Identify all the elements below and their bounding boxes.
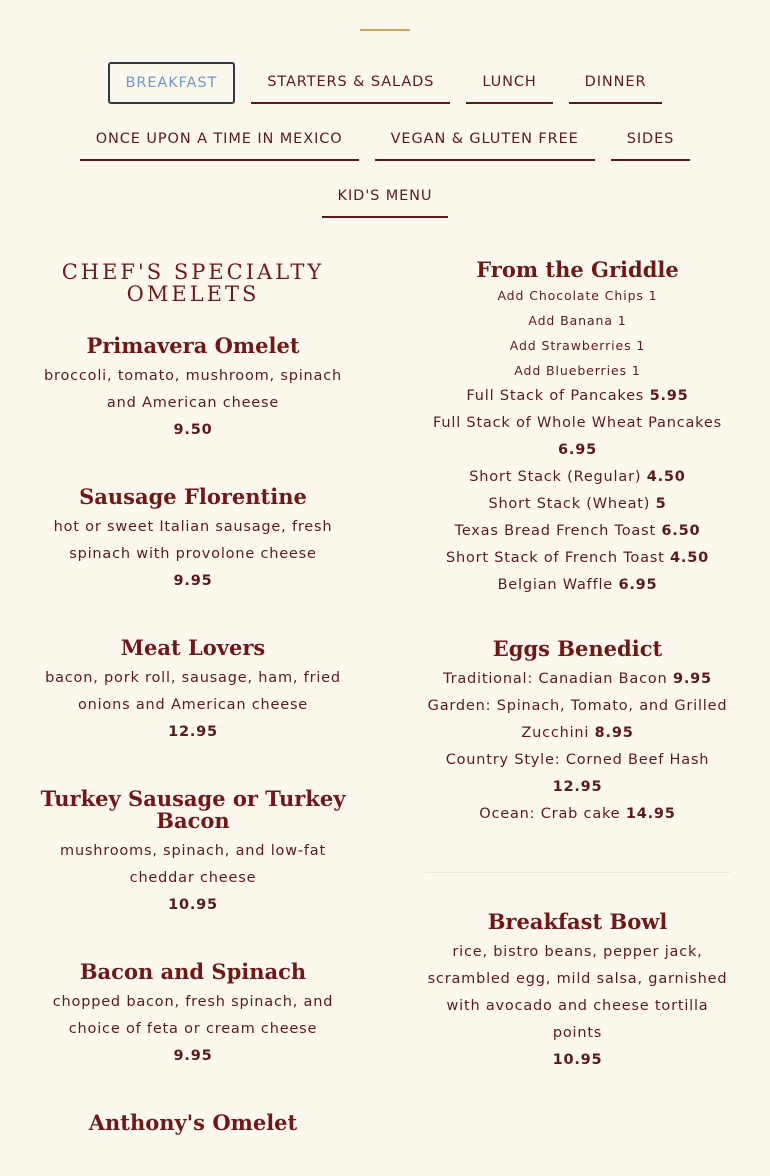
item-name: Short Stack (Wheat) — [488, 496, 651, 512]
addon-item: Add Chocolate Chips 1 — [497, 288, 658, 303]
tab-row-2 — [0, 119, 770, 176]
tab-sides[interactable]: SIDES — [611, 119, 691, 161]
item-price: 4.50 — [646, 469, 686, 485]
griddle-item — [425, 491, 730, 518]
item-price: 8.95 — [594, 725, 634, 741]
eggs-item — [425, 693, 730, 747]
item-price: 9.95 — [173, 573, 213, 589]
item-title: Bacon and Spinach — [79, 959, 307, 984]
item-name: Ocean: Crab cake — [479, 806, 621, 822]
eggs-item — [425, 801, 730, 828]
item-price: 10.95 — [168, 897, 218, 913]
tab-lunch[interactable]: LUNCH — [466, 62, 552, 104]
tab-row-1 — [0, 62, 770, 119]
item-name: Belgian Waffle — [497, 577, 614, 593]
item-description: bacon, pork roll, sausage, ham, fried onions and American cheese — [45, 670, 341, 713]
item-price: 5 — [655, 496, 667, 512]
tab-row-3 — [0, 176, 770, 233]
griddle-item — [425, 545, 730, 572]
item-name: Full Stack of Whole Wheat Pancakes — [433, 415, 722, 431]
menu-category-tabs — [0, 62, 770, 233]
item-title: Sausage Florentine — [79, 484, 307, 509]
item-price: 9.95 — [173, 1048, 213, 1064]
omelets-column — [38, 255, 348, 1176]
item-name: Traditional: Canadian Bacon — [443, 671, 668, 687]
section-title-griddle: From the Griddle — [476, 257, 679, 282]
item-price: 10.95 — [552, 1052, 603, 1068]
griddle-addons — [425, 283, 730, 383]
header-accent-line — [360, 29, 410, 31]
item-title: Anthony's Omelet — [88, 1110, 298, 1135]
item-title: Turkey Sausage or Turkey Bacon — [40, 786, 346, 833]
tab-vegan-gluten-free[interactable]: VEGAN & GLUTEN FREE — [375, 119, 595, 161]
tab-dinner[interactable]: DINNER — [569, 62, 663, 104]
eggs-item — [425, 666, 730, 693]
addon-item: Add Banana 1 — [528, 313, 627, 328]
menu-item — [38, 486, 348, 595]
item-title: Primavera Omelet — [86, 333, 300, 358]
item-title: Meat Lovers — [120, 635, 266, 660]
menu-item — [38, 1112, 348, 1134]
griddle-item — [425, 572, 730, 599]
item-name: Short Stack of French Toast — [445, 550, 665, 566]
tab-starters-salads[interactable]: STARTERS & SALADS — [251, 62, 450, 104]
item-price: 6.50 — [661, 523, 701, 539]
item-name: Texas Bread French Toast — [454, 523, 656, 539]
section-title-omelets: CHEF'S SPECIALTY OMELETS — [61, 260, 325, 306]
item-description: mushrooms, spinach, and low-fat cheddar cheese — [60, 843, 326, 886]
menu-item — [38, 637, 348, 746]
griddle-item — [425, 410, 730, 464]
tab-mexico[interactable]: ONCE UPON A TIME IN MEXICO — [80, 119, 359, 161]
griddle-column — [425, 255, 730, 1074]
item-description: chopped bacon, fresh spinach, and choice of feta or cream cheese — [52, 994, 334, 1037]
item-price: 14.95 — [625, 806, 676, 822]
breakfast-bowl-section — [425, 911, 730, 1074]
item-name: Short Stack (Regular) — [469, 469, 642, 485]
item-price: 9.95 — [672, 671, 712, 687]
item-price: 5.95 — [649, 388, 689, 404]
menu-item — [38, 961, 348, 1070]
section-divider — [425, 872, 730, 873]
addon-item: Add Blueberries 1 — [514, 363, 641, 378]
item-price: 9.50 — [173, 422, 213, 438]
griddle-item — [425, 464, 730, 491]
item-description: hot or sweet Italian sausage, fresh spinach with provolone cheese — [53, 519, 333, 562]
section-title-breakfast-bowl: Breakfast Bowl — [487, 909, 668, 934]
item-price: 12.95 — [168, 724, 218, 740]
item-price: 6.95 — [618, 577, 658, 593]
griddle-item — [425, 518, 730, 545]
griddle-item — [425, 383, 730, 410]
section-title-eggs-benedict: Eggs Benedict — [492, 636, 663, 661]
eggs-item — [425, 747, 730, 801]
tab-kids-menu[interactable]: KID'S MENU — [322, 176, 449, 218]
item-name: Full Stack of Pancakes — [466, 388, 645, 404]
item-name: Garden: Spinach, Tomato, and Grilled Zucchini — [427, 698, 728, 741]
item-price: 4.50 — [670, 550, 710, 566]
item-description: rice, bistro beans, pepper jack, scrambled egg, mild salsa, garnished with avocado and cheese tortilla points — [427, 944, 728, 1041]
eggs-benedict-section — [425, 638, 730, 828]
menu-item — [38, 335, 348, 444]
menu-item — [38, 788, 348, 919]
item-price: 6.95 — [558, 442, 597, 458]
addon-item: Add Strawberries 1 — [509, 338, 646, 353]
item-name: Country Style: Corned Beef Hash — [445, 752, 710, 768]
item-description: broccoli, tomato, mushroom, spinach and American cheese — [44, 368, 342, 411]
tab-breakfast[interactable]: BREAKFAST — [108, 62, 236, 104]
item-price: 12.95 — [552, 779, 603, 795]
